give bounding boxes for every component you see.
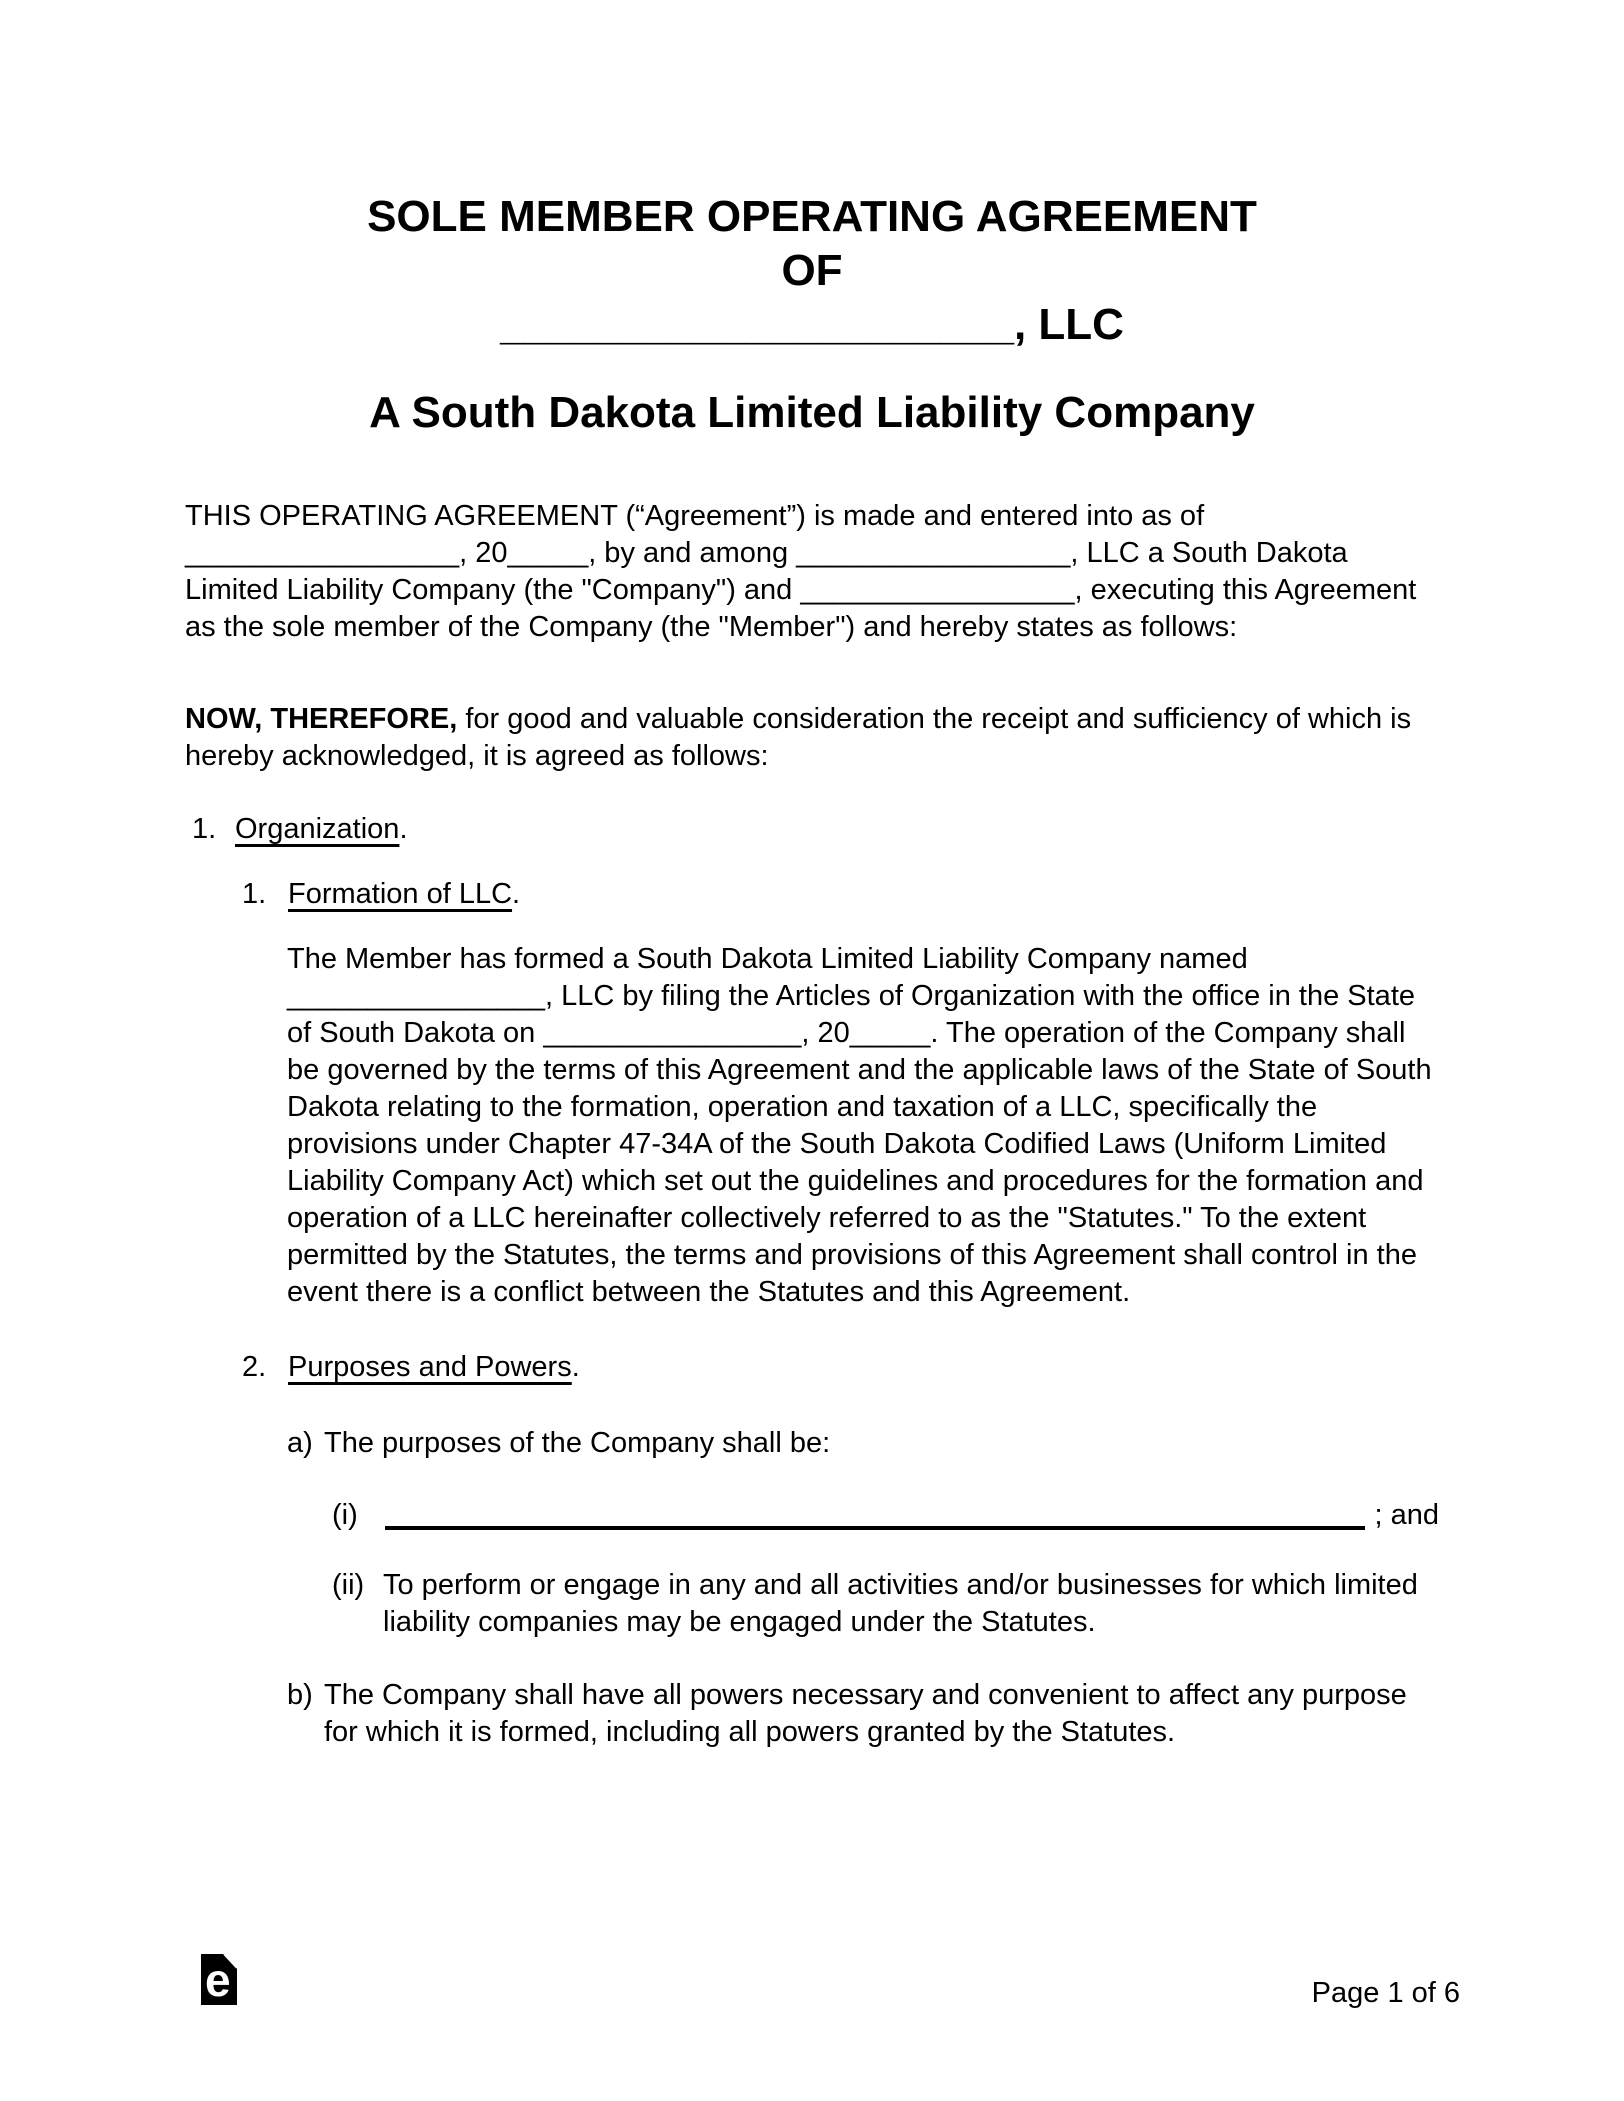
section-heading-text [235,811,1439,848]
intro-paragraph: THIS OPERATING AGREEMENT (“Agreement”) is made and entered into as of _________________, 20_____, by and among _________________, LLC a South Dakota Limited Liability Company (the "Company") and _________________, executing this Agreement as the sole member of the Company (the "Member") and hereby states as follows: [185,500,1417,643]
subsection-heading-text [288,1349,1439,1386]
page-number: Page 1 of 6 [1311,1977,1460,2009]
list-item-ii-text: To perform or engage in any and all activities and/or businesses for which limited liability companies may be engaged under the Statutes. [383,1569,1418,1638]
now-therefore-paragraph [185,701,1439,775]
subsection-number: 1. [242,878,267,910]
company-name-blank: _____________________ [500,300,1014,349]
now-therefore-rest: for good and valuable consideration the receipt and sufficiency of which is hereby acknowledged, it is agreed as follows: [185,703,1412,772]
now-therefore-lead: NOW, THEREFORE, [185,703,458,735]
list-item-b [185,1677,1439,1751]
list-item-a [185,1425,1439,1462]
heading-underlined: Organization [235,813,400,845]
section-number: 1. [192,813,217,845]
list-marker-ii: (ii) [332,1569,365,1601]
document-title-line1: SOLE MEMBER OPERATING AGREEMENT [367,192,1257,241]
subsection-number: 2. [242,1351,267,1383]
purpose-blank-line [385,1526,1365,1530]
list-item-a-text: The purposes of the Company shall be: [324,1427,831,1459]
document-title-line2: OF [781,246,843,295]
document-subtitle: A South Dakota Limited Liability Company [369,388,1255,437]
list-item-ii [185,1567,1439,1641]
heading-period: . [571,1351,580,1383]
list-item-i [185,1497,1439,1534]
heading-underlined: Formation of LLC [288,878,513,910]
formation-paragraph: The Member has formed a South Dakota Limited Liability Company named ________________, LLC by filing the Articles of Organization with the office in the State of South Dakota on ________________, 20_____. The operation of the Company shall be governed by the terms of this Agreement and the applicable laws of the State of South Dakota relating to the formation, operation and taxation of a LLC, specifically the provisions under Chapter 47-34A of the South Dakota Codified Laws (Uniform Limited Liability Company Act) which set out the guidelines and procedures for the formation and operation of a LLC hereinafter collectively referred to as the "Statutes." To the extent permitted by the Statutes, the terms and provisions of this Agreement shall control in the event there is a conflict between the Statutes and this Agreement. [287,943,1432,1308]
list-item-i-suffix: ; and [1374,1499,1439,1531]
heading-period: . [512,878,521,910]
list-marker-i: (i) [332,1499,358,1531]
heading-underlined: Purposes and Powers [288,1351,572,1383]
document-title-line3 [185,298,1439,352]
section-organization-heading [185,811,1439,848]
document-content [185,0,1439,1751]
eforms-logo-icon [201,1954,237,2005]
logo-letter: e [205,1954,231,2005]
document-fold-icon [201,1954,237,2005]
subsection-heading-text [288,876,1439,913]
heading-period: . [399,813,408,845]
subsection-purposes-heading [185,1349,1439,1386]
list-marker-b: b) [287,1679,313,1711]
subsection-formation-heading [185,876,1439,913]
list-item-b-text: The Company shall have all powers necessary and convenient to affect any purpose for which it is formed, including all powers granted by the Statutes. [324,1679,1407,1748]
title-block [185,190,1439,352]
list-marker-a: a) [287,1427,313,1459]
llc-suffix: , LLC [1013,300,1124,349]
